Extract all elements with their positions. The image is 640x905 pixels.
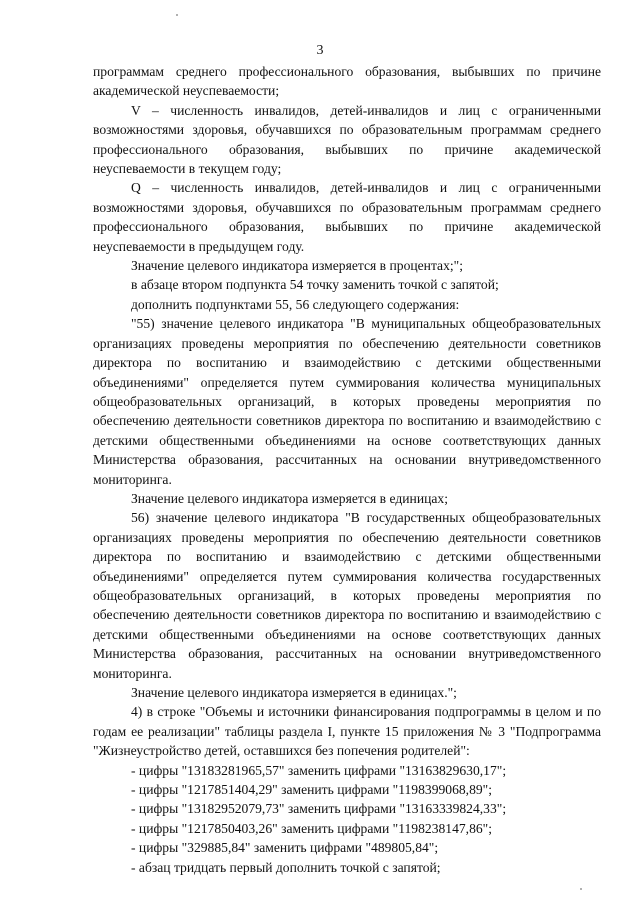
paragraph-item-55: "55) значение целевого индикатора "В муниципальных общеобразовательных организациях проведены мероприятия по обеспечению деятельности советников директора по воспитанию и взаимодействию с детскими общественными объединениями" определяется путем суммирования количества муниципальных общеобразовательных организаций, в которых проведены мероприятия по обеспечению деятельности советников директора по воспитанию и взаимодействию с детскими общественными объединениями на основе соответствующих данных Министерства образования, рассчитанных на основании внутриведомственного мониторинга. bbox=[93, 316, 601, 487]
document-body bbox=[93, 62, 601, 877]
scan-speck bbox=[176, 14, 178, 16]
scan-speck bbox=[580, 888, 582, 890]
paragraph-item-4: 4) в строке "Объемы и источники финансирования подпрограммы в целом и по годам ее реализации" таблицы раздела I, пункте 15 приложения № 3 "Подпрограмма "Жизнеустройство детей, оставшихся без попечения родителей": bbox=[93, 704, 601, 759]
page-number: 3 bbox=[316, 43, 324, 58]
paragraph-unit-percent: Значение целевого индикатора измеряется в процентах;"; bbox=[131, 258, 463, 274]
list-item: - цифры "1217850403,26" заменить цифрами "1198238147,86"; bbox=[131, 820, 492, 836]
list-item: - цифры "329885,84" заменить цифрами "489805,84"; bbox=[131, 840, 439, 856]
paragraph-v-definition: V – численность инвалидов, детей-инвалидов и лиц с ограниченными возможностями здоровья, обучавшихся по образовательным программам среднего профессионального образования, выбывших по причине академической неуспеваемости в текущем году; bbox=[93, 102, 601, 177]
list-item: - цифры "13182952079,73" заменить цифрами "13163339824,33"; bbox=[131, 801, 507, 817]
list-item: - цифры "1217851404,29" заменить цифрами "1198399068,89"; bbox=[131, 782, 492, 798]
paragraph-add-items: дополнить подпунктами 55, 56 следующего содержания: bbox=[131, 296, 460, 312]
paragraph-unit-units-55: Значение целевого индикатора измеряется в единицах; bbox=[131, 490, 448, 506]
paragraph-q-definition: Q – численность инвалидов, детей-инвалидов и лиц с ограниченными возможностями здоровья, обучавшихся по образовательным программам среднего профессионального образования, выбывших по причине академической неуспеваемости в предыдущем году. bbox=[93, 180, 601, 254]
paragraph-unit-units-56: Значение целевого индикатора измеряется в единицах."; bbox=[131, 685, 457, 700]
paragraph-item-56: 56) значение целевого индикатора "В государственных общеобразовательных организациях проведены мероприятия по обеспечению деятельности советников директора по воспитанию и взаимодействию с детскими общественными объединениями" определяется путем суммирования количества государственных общеобразовательных организаций, в которых проведены мероприятия по обеспечению деятельности советников директора по воспитанию и взаимодействию с детскими общественными объединениями на основе соответствующих данных Министерства образования, рассчитанных на основании внутриведомственного мониторинга. bbox=[93, 510, 601, 681]
paragraph-continuation: программам среднего профессионального образования, выбывших по причине академической неуспеваемости; bbox=[93, 64, 601, 99]
paragraph-item-54: в абзаце втором подпункта 54 точку заменить точкой с запятой; bbox=[131, 277, 499, 293]
list-item: - цифры "13183281965,57" заменить цифрами "13163829630,17"; bbox=[131, 762, 507, 778]
list-item: - абзац тридцать первый дополнить точкой с запятой; bbox=[131, 859, 441, 875]
